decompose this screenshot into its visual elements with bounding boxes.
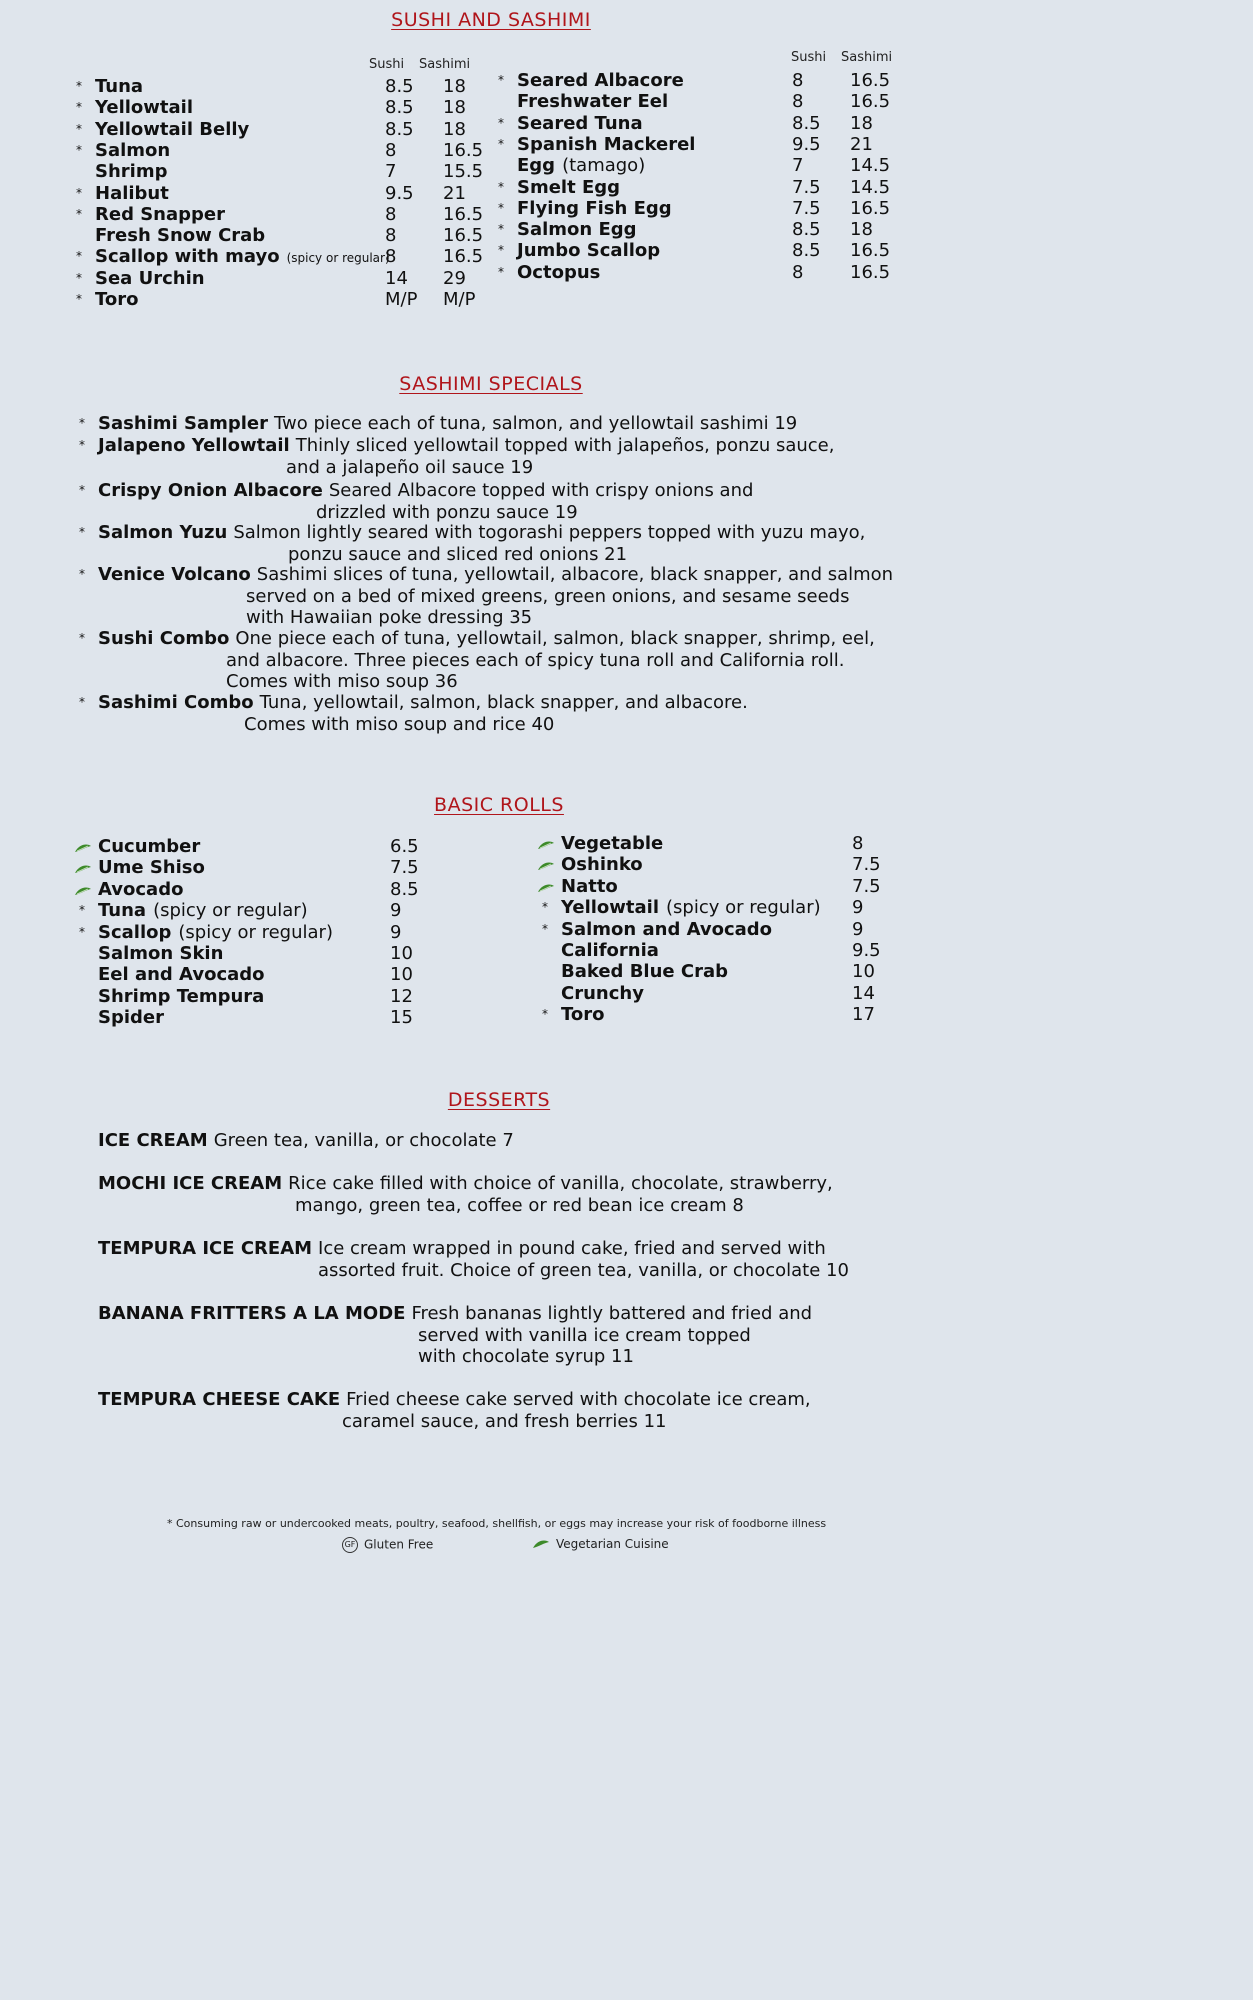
dessert-name: TEMPURA CHEESE CAKE [98,1389,341,1410]
special-description: Tuna, yellowtail, salmon, black snapper, and albacore. [259,692,748,713]
dessert-description-cont: with chocolate syrup 11 [418,1346,634,1367]
special-description: Thinly sliced yellowtail topped with jalapeños, ponzu sauce, [295,435,835,456]
roll-item [98,857,205,878]
item-name: Tuna [95,76,144,97]
dessert-item [98,1389,811,1432]
item-name: Toro [95,289,139,310]
sushi-price: 9.5 [792,133,821,155]
item-name: Seared Albacore [517,70,684,91]
roll-name: Avocado [98,878,184,900]
column-header-sushi-right: Sushi [791,50,827,65]
roll-item [561,854,643,875]
menu-item [498,197,672,219]
dessert-description: Rice cake filled with choice of vanilla, chocolate, strawberry, [288,1173,833,1194]
menu-item [76,139,171,161]
roll-price: 6.5 [390,836,419,857]
item-name: Egg [517,155,556,177]
special-description-cont: and a jalapeño oil sauce 19 [286,456,534,478]
special-description-cont: and albacore. Three pieces each of spicy tuna roll and California roll. [226,649,845,671]
roll-price: 9.5 [852,940,881,961]
raw-star-icon: * [79,483,85,497]
sushi-price: 9.5 [385,182,414,204]
dessert-name: TEMPURA ICE CREAM [98,1238,313,1259]
sashimi-price: 16.5 [850,70,891,91]
roll-name: Vegetable [561,833,664,854]
sushi-price: 8 [385,225,397,247]
menu-item [76,289,139,310]
dessert-description-cont: mango, green tea, coffee or red bean ice cream 8 [295,1194,744,1216]
roll-price: 10 [390,964,413,986]
special-description-cont: drizzled with ponzu sauce 19 [316,501,578,523]
sushi-price: M/P [385,289,418,310]
roll-name: Salmon Skin [98,943,224,964]
raw-star-icon: * [79,438,85,452]
sashimi-price: 16.5 [850,240,891,262]
raw-star-icon: * [79,695,85,709]
sashimi-price: 21 [850,133,873,155]
special-description-cont: Comes with miso soup and rice 40 [244,713,555,735]
item-name: Red Snapper [95,203,225,225]
sashimi-price: 16.5 [850,197,891,219]
column-header-sashimi: Sashimi [419,57,471,72]
item-name: Fresh Snow Crab [95,225,266,247]
roll-name: Tuna [98,900,147,922]
gluten-free-icon: GF [342,1537,358,1553]
dessert-item [98,1303,812,1368]
dessert-description: Ice cream wrapped in pound cake, fried and served with [318,1238,826,1259]
roll-name: Yellowtail [561,897,660,919]
roll-name: Natto [561,875,618,897]
roll-item [98,836,200,857]
dessert-description-cont: served with vanilla ice cream topped [418,1324,751,1346]
sushi-price: 8 [792,91,804,113]
leaf-icon [74,839,92,851]
item-name: Smelt Egg [517,176,621,198]
leaf-icon [74,860,92,872]
roll-price: 10 [852,961,875,983]
item-note: (tamago) [562,155,646,177]
raw-star-icon: * [76,100,82,115]
item-name: Jumbo Scallop [517,240,661,262]
sushi-price: 8.5 [385,76,414,97]
roll-item [98,943,223,964]
special-item [79,692,748,735]
raw-star-icon: * [498,264,504,279]
dessert-description-cont: caramel sauce, and fresh berries 11 [342,1410,667,1432]
raw-star-icon: * [76,142,82,157]
menu-item [76,76,144,97]
sashimi-price: 18 [850,219,873,241]
roll-item [561,833,663,854]
raw-star-icon: * [79,567,85,581]
item-name: Yellowtail [95,97,194,119]
raw-star-icon: * [79,416,85,430]
item-name: Salmon [95,139,171,161]
roll-price: 9 [390,900,402,922]
column-header-sushi: Sushi [369,57,405,72]
roll-item [561,876,618,897]
sashimi-price: M/P [443,289,476,310]
roll-name: Eel and Avocado [98,964,265,986]
menu-item [76,97,194,119]
special-description: Two piece each of tuna, salmon, and yellowtail sashimi 19 [274,413,798,434]
leaf-icon [537,857,555,869]
menu-item [517,91,668,112]
sashimi-price: 16.5 [443,139,484,161]
roll-name: Scallop [98,921,172,943]
roll-price: 7.5 [852,875,881,897]
raw-star-icon: * [76,121,82,136]
item-name: Sea Urchin [95,267,205,289]
sushi-price: 7 [385,161,397,183]
legend-vegetarian-label: Vegetarian Cuisine [556,1537,669,1551]
dessert-name: MOCHI ICE CREAM [98,1173,283,1194]
item-name: Yellowtail Belly [95,118,250,140]
dessert-description: Fried cheese cake served with chocolate ice cream, [346,1389,811,1410]
sashimi-price: 16.5 [443,246,484,268]
sushi-price: 8.5 [792,219,821,241]
sushi-price: 8 [385,139,397,161]
sashimi-price: 16.5 [850,261,891,283]
menu-item [498,70,684,91]
roll-item [98,879,183,900]
menu-item [76,203,225,225]
dessert-name: ICE CREAM [98,1130,208,1151]
raw-star-icon: * [498,136,504,151]
raw-star-icon: * [498,179,504,194]
item-name: Seared Tuna [517,112,643,134]
special-name: Sushi Combo [98,628,230,649]
special-name: Jalapeno Yellowtail [98,435,290,456]
special-description-cont: ponzu sauce and sliced red onions 21 [288,543,628,565]
roll-price: 7.5 [852,854,881,876]
section-title-sushi-sashimi: SUSHI AND SASHIMI [391,9,591,31]
leaf-icon [74,882,92,894]
sashimi-price: 16.5 [443,203,484,225]
raw-star-icon: * [498,200,504,215]
roll-name: Toro [561,1004,605,1026]
legend-gluten-free-label: Gluten Free [364,1537,434,1552]
roll-item [542,1004,605,1026]
special-description: Seared Albacore topped with crispy onions and [328,480,754,501]
item-name: Spanish Mackerel [517,133,696,155]
dessert-description: Green tea, vanilla, or chocolate 7 [213,1130,514,1151]
item-name: Scallop with mayo [95,246,280,268]
raw-star-icon: * [542,921,548,936]
raw-star-icon: * [76,292,82,306]
special-item [79,564,894,629]
section-title-desserts: DESSERTS [447,1089,551,1111]
sashimi-price: 18 [443,76,466,97]
roll-price: 8.5 [390,878,419,900]
roll-item [561,983,644,1004]
menu-item [498,219,637,241]
sashimi-price: 15.5 [443,161,484,183]
raw-star-icon: * [498,243,504,258]
special-description: One piece each of tuna, yellowtail, salmon, black snapper, shrimp, eel, [235,628,875,649]
legend-gluten-free [342,1537,433,1553]
special-description: Salmon lightly seared with togorashi peppers topped with yuzu mayo, [233,522,866,543]
roll-name: Crunchy [561,982,644,1004]
sushi-price: 8.5 [792,112,821,134]
roll-price: 10 [390,943,413,964]
dessert-name: BANANA FRITTERS A LA MODE [98,1303,406,1324]
roll-price: 9 [390,921,402,943]
sashimi-price: 21 [443,182,466,204]
raw-star-icon: * [76,79,82,93]
menu-item [76,118,250,140]
roll-name: Ume Shiso [98,857,205,879]
legend-vegetarian [532,1537,669,1551]
roll-name: Spider [98,1007,164,1029]
sashimi-price: 29 [443,267,466,289]
menu-item [498,176,621,198]
sashimi-price: 14.5 [850,176,891,198]
roll-note: (spicy or regular) [153,900,308,922]
roll-name: Salmon and Avocado [561,918,773,940]
raw-star-icon: * [542,1007,548,1022]
menu-item [498,133,696,155]
menu-item [76,267,205,289]
sushi-price: 8.5 [385,118,414,140]
sushi-price: 8 [385,246,397,268]
raw-star-icon: * [76,249,82,264]
sushi-price: 8.5 [792,240,821,262]
item-name: Halibut [95,182,169,204]
special-description: Sashimi slices of tuna, yellowtail, albacore, black snapper, and salmon [256,564,894,585]
raw-star-icon: * [79,631,85,645]
special-description-cont: Comes with miso soup 36 [226,671,458,692]
roll-price: 9 [852,918,864,940]
item-name: Freshwater Eel [517,91,669,113]
raw-star-icon: * [79,903,85,918]
raw-star-icon: * [498,222,504,237]
special-name: Crispy Onion Albacore [98,480,323,501]
sushi-price: 7.5 [792,197,821,219]
column-header-sashimi-right: Sashimi [841,50,893,65]
roll-price: 14 [852,982,875,1004]
special-name: Sashimi Combo [98,692,254,713]
roll-price: 15 [390,1007,413,1029]
raw-star-icon: * [76,206,82,221]
roll-price: 8 [852,833,864,854]
special-item [79,435,835,478]
raw-food-warning [167,1517,826,1530]
roll-price: 9 [852,897,864,919]
special-description-cont: with Hawaiian poke dressing 35 [246,607,533,628]
raw-star-icon: * [79,924,85,939]
roll-name: California [561,940,659,961]
roll-item [542,918,773,940]
raw-star-icon: * [76,270,82,285]
roll-price: 7.5 [390,857,419,879]
leaf-icon [532,1539,550,1551]
special-name: Salmon Yuzu [98,522,228,543]
roll-item [79,900,308,922]
roll-item [98,986,264,1007]
roll-name: Baked Blue Crab [561,961,729,983]
menu-item [517,155,645,176]
roll-item [561,961,728,982]
sashimi-price: 18 [443,118,466,140]
dessert-item [98,1130,514,1152]
sashimi-price: 14.5 [850,155,891,177]
sushi-price: 8.5 [385,97,414,119]
raw-star-icon: * [498,73,504,87]
sushi-price: 8 [792,70,804,91]
roll-name: Shrimp Tempura [98,985,265,1007]
roll-item [98,1007,164,1028]
special-item [79,628,875,693]
raw-star-icon: * [79,525,85,539]
item-name: Shrimp [95,161,168,183]
roll-price: 12 [390,985,413,1007]
sashimi-price: 16.5 [443,225,484,247]
menu-item [498,240,661,262]
section-title-sashimi-specials: SASHIMI SPECIALS [399,373,583,395]
roll-item [561,940,659,961]
item-name: Flying Fish Egg [517,197,672,219]
roll-item [98,964,265,985]
menu-item [76,182,169,204]
menu-item [95,225,265,246]
roll-name: Oshinko [561,854,643,876]
roll-item [542,897,821,919]
footnote-text: Consuming raw or undercooked meats, poultry, seafood, shellfish, or eggs may increase your risk of foodborne illness [176,1517,827,1530]
special-name: Venice Volcano [98,564,251,585]
item-note: (spicy or regular) [286,251,390,266]
sushi-price: 14 [385,267,408,289]
menu-item [95,161,167,182]
special-description-cont: served on a bed of mixed greens, green onions, and sesame seeds [246,585,850,607]
special-item [79,413,798,435]
roll-note: (spicy or regular) [178,921,333,943]
sashimi-price: 18 [443,97,466,119]
item-name: Salmon Egg [517,219,637,241]
menu-item [498,112,643,134]
dessert-description-cont: assorted fruit. Choice of green tea, vanilla, or chocolate 10 [318,1259,849,1281]
leaf-icon [537,879,555,891]
special-item [79,480,754,523]
sushi-price: 8 [792,261,804,283]
special-name: Sashimi Sampler [98,413,269,434]
footnote-star: * [167,1517,173,1530]
roll-price: 17 [852,1004,875,1026]
sashimi-price: 16.5 [850,91,891,113]
sashimi-price: 18 [850,112,873,134]
raw-star-icon: * [76,185,82,200]
sushi-price: 7.5 [792,176,821,198]
section-title-basic-rolls: BASIC ROLLS [434,794,564,816]
raw-star-icon: * [542,900,548,915]
leaf-icon [537,836,555,848]
special-item [79,522,866,565]
item-name: Octopus [517,261,601,283]
menu-item [76,246,390,268]
raw-star-icon: * [498,115,504,130]
menu-item [498,261,601,283]
dessert-description: Fresh bananas lightly battered and fried and [411,1303,813,1324]
sushi-price: 7 [792,155,804,177]
sushi-price: 8 [385,203,397,225]
dessert-item [98,1173,833,1216]
roll-name: Cucumber [98,836,201,857]
roll-item [79,921,333,943]
dessert-item [98,1238,849,1281]
roll-note: (spicy or regular) [666,897,821,919]
